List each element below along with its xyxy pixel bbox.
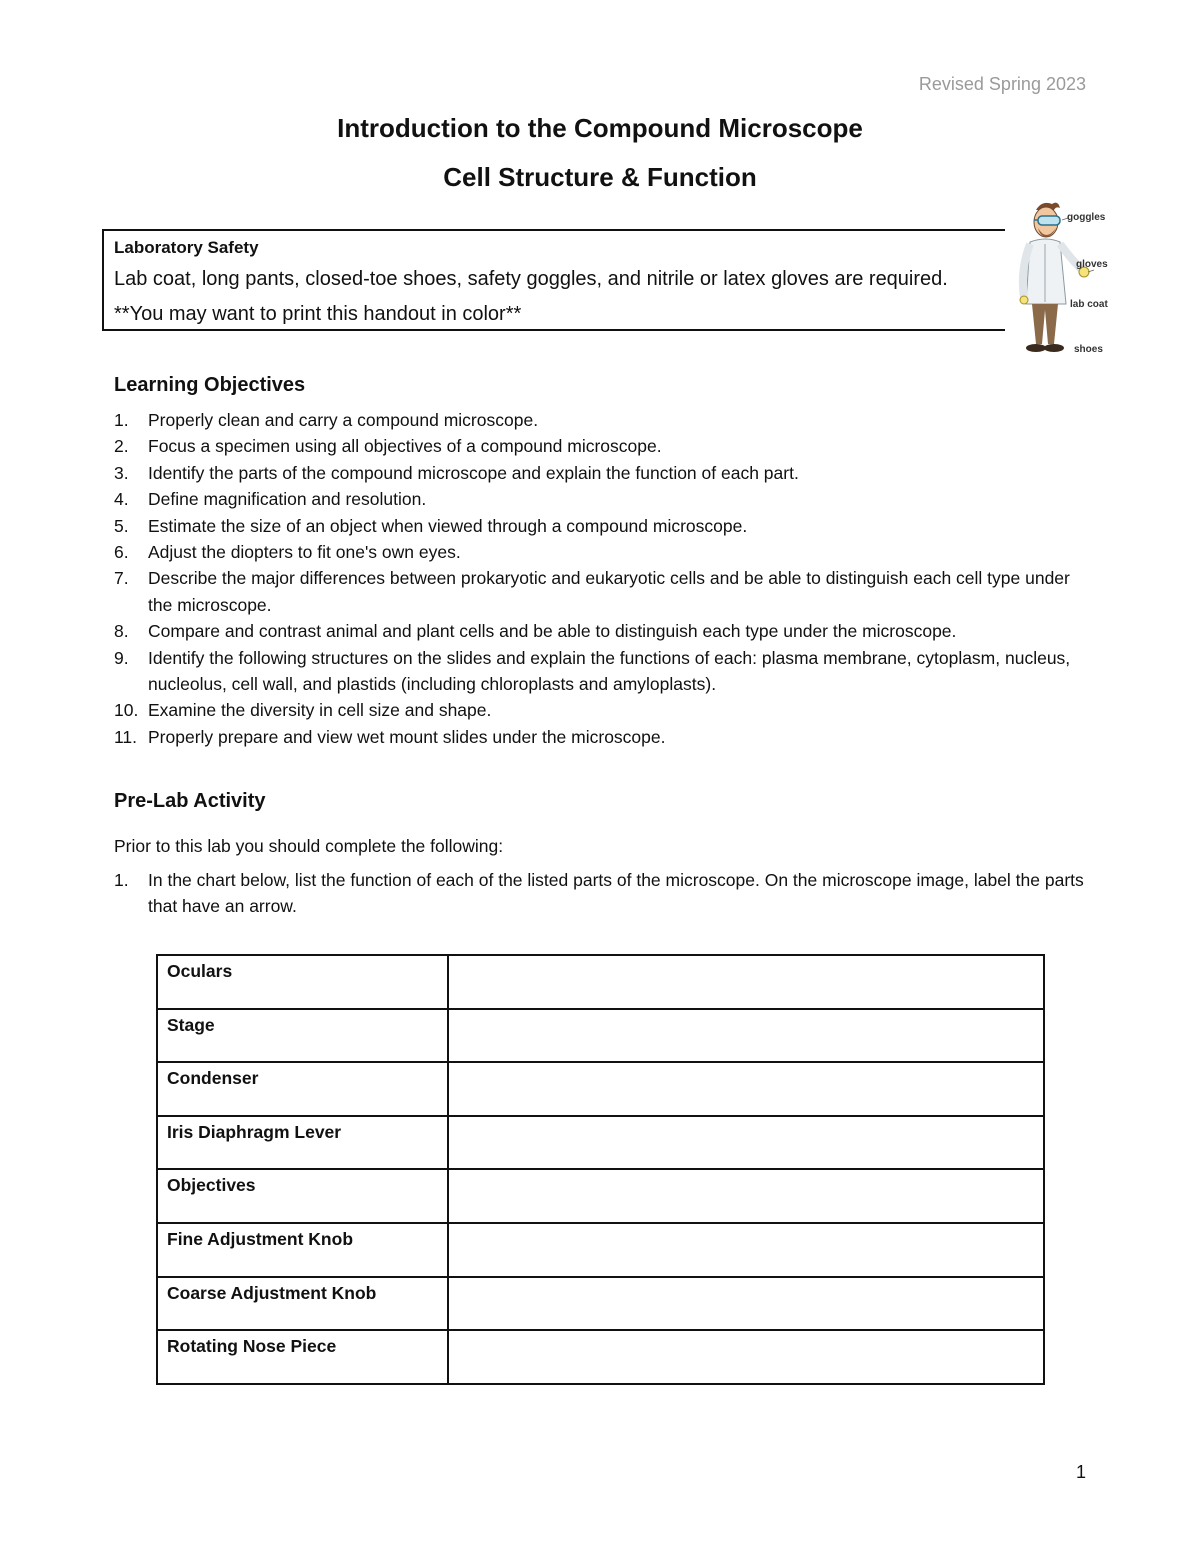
list-item: 7. Describe the major differences between prokaryotic and eukaryotic cells and be able to distinguish each cell type under the microscope. [114, 568, 1070, 615]
part-name-cell: Iris Diaphragm Lever [157, 1116, 448, 1170]
goggles-label: goggles [1067, 212, 1106, 223]
list-item: 1. In the chart below, list the function of each of the listed parts of the microscope. On the microscope image, label the parts that have an arrow. [114, 870, 1084, 917]
pre-lab-heading: Pre-Lab Activity [114, 790, 266, 812]
list-item: 3. Identify the parts of the compound microscope and explain the function of each part. [114, 462, 799, 483]
list-item: 10. Examine the diversity in cell size and shape. [114, 700, 492, 721]
part-name-cell: Oculars [157, 955, 448, 1009]
table-row [157, 1116, 1044, 1170]
learning-objectives-list [114, 407, 1094, 750]
print-in-color-note: **You may want to print this handout in color** [114, 303, 522, 325]
function-answer-cell[interactable] [448, 955, 1044, 1009]
part-name-cell: Rotating Nose Piece [157, 1330, 448, 1384]
function-answer-cell[interactable] [448, 1277, 1044, 1331]
table-row [157, 955, 1044, 1009]
list-item: 4. Define magnification and resolution. [114, 489, 427, 510]
lab-safety-heading: Laboratory Safety [114, 238, 259, 257]
list-item: 6. Adjust the diopters to fit one's own eyes. [114, 542, 461, 563]
table-row [157, 1330, 1044, 1384]
table-row [157, 1009, 1044, 1063]
table-row [157, 1062, 1044, 1116]
list-item: 11. Properly prepare and view wet mount slides under the microscope. [114, 726, 666, 747]
function-answer-cell[interactable] [448, 1009, 1044, 1063]
page-subtitle: Cell Structure & Function [443, 162, 757, 192]
lab-coat-label: lab coat [1070, 299, 1108, 310]
list-item: 1. Properly clean and carry a compound microscope. [114, 410, 539, 430]
function-answer-cell[interactable] [448, 1116, 1044, 1170]
list-item: 2. Focus a specimen using all objectives of a compound microscope. [114, 436, 662, 457]
list-item: 8. Compare and contrast animal and plant cells and be able to distinguish each type under the microscope. [114, 621, 957, 642]
part-name-cell: Stage [157, 1009, 448, 1063]
function-answer-cell[interactable] [448, 1330, 1044, 1384]
pre-lab-list [114, 867, 1094, 920]
list-item: 9. Identify the following structures on the slides and explain the functions of each: plasma membrane, cytoplasm, nucleus, nucleolus, cell wall, and plastids (including chloroplasts and amyloplasts). [114, 647, 1071, 695]
learning-objectives-heading: Learning Objectives [114, 374, 306, 396]
table-row [157, 1277, 1044, 1331]
part-name-cell: Coarse Adjustment Knob [157, 1277, 448, 1331]
table-row [157, 1169, 1044, 1223]
pre-lab-intro: Prior to this lab you should complete the following: [114, 836, 504, 856]
part-name-cell: Objectives [157, 1169, 448, 1223]
revision-date: Revised Spring 2023 [918, 74, 1086, 94]
part-name-cell: Condenser [157, 1062, 448, 1116]
page-number: 1 [1075, 1462, 1086, 1482]
page-title: Introduction to the Compound Microscope [337, 113, 863, 143]
function-answer-cell[interactable] [448, 1223, 1044, 1277]
table-row [157, 1223, 1044, 1277]
microscope-parts-table [156, 954, 1045, 1385]
gloves-label: gloves [1076, 259, 1108, 270]
function-answer-cell[interactable] [448, 1169, 1044, 1223]
list-item: 5. Estimate the size of an object when viewed through a compound microscope. [114, 515, 748, 536]
lab-safety-illustration [1012, 198, 1112, 362]
lab-safety-requirements: Lab coat, long pants, closed-toe shoes, safety goggles, and nitrile or latex gloves are required. [114, 268, 948, 290]
shoes-label: shoes [1074, 344, 1103, 355]
lab-safety-box [102, 229, 1005, 331]
function-answer-cell[interactable] [448, 1062, 1044, 1116]
part-name-cell: Fine Adjustment Knob [157, 1223, 448, 1277]
